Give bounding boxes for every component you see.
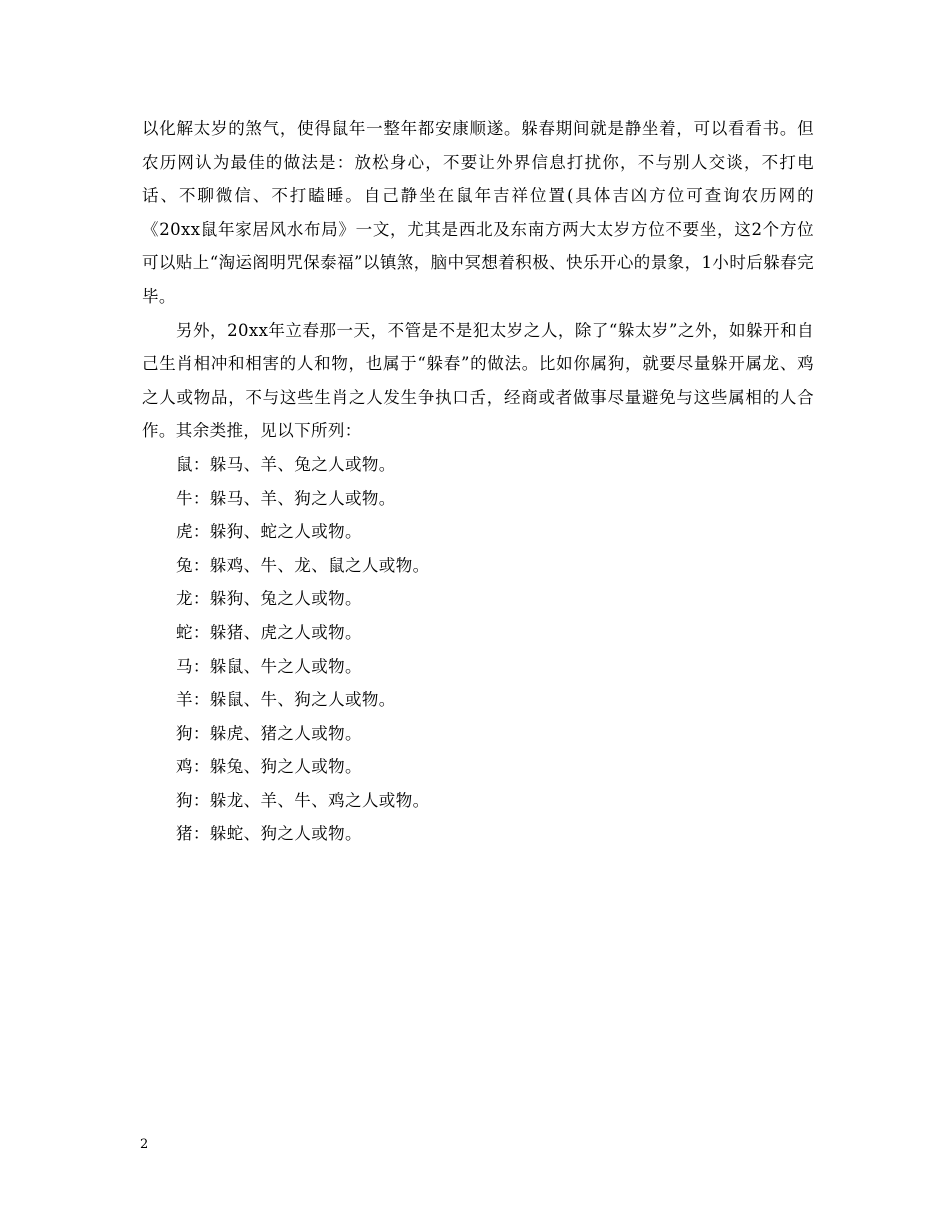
- zodiac-avoid-list: [142, 448, 814, 851]
- document-body: [142, 112, 814, 851]
- list-item: 鼠：躲马、羊、兔之人或物。: [176, 454, 396, 474]
- paragraph-continuation: 以化解太岁的煞气，使得鼠年一整年都安康顺遂。躲春期间就是静坐着，可以看看书。但农历网认为最佳的做法是：放松身心，不要让外界信息打扰你，不与别人交谈，不打电话、不聊微信、不打瞌睡。自己静坐在鼠年吉祥位置(具体吉凶方位可查询农历网的《20xx鼠年家居风水布局》一文，尤其是西北及东南方两大太岁方位不要坐，这2个方位可以贴上“淘运阁明咒保泰福”以镇煞，脑中冥想着积极、快乐开心的景象，1小时后躲春完毕。: [142, 119, 814, 306]
- list-item: 虎：躲狗、蛇之人或物。: [176, 522, 362, 542]
- list-item: 牛：躲马、羊、狗之人或物。: [176, 488, 396, 508]
- paragraph-avoid-conflict: 另外，20xx年立春那一天，不管是不是犯太岁之人，除了“躲太岁”之外，如躲开和自己生肖相冲和相害的人和物，也属于“躲春”的做法。比如你属狗，就要尽量躲开属龙、鸡之人或物品，不与这些生肖之人发生争执口舌，经商或者做事尽量避免与这些属相的人合作。其余类推，见以下所列：: [142, 320, 814, 441]
- list-item: 蛇：躲猪、虎之人或物。: [176, 622, 362, 642]
- list-item: 兔：躲鸡、牛、龙、鼠之人或物。: [176, 555, 430, 575]
- list-item: 鸡：躲兔、狗之人或物。: [176, 757, 362, 777]
- list-item: 狗：躲虎、猪之人或物。: [176, 723, 362, 743]
- list-item: 猪：躲蛇、狗之人或物。: [176, 824, 362, 844]
- list-item: 狗：躲龙、羊、牛、鸡之人或物。: [176, 790, 430, 810]
- page-number: 2: [140, 1137, 149, 1152]
- list-item: 龙：躲狗、兔之人或物。: [176, 589, 362, 609]
- list-item: 马：躲鼠、牛之人或物。: [176, 656, 362, 676]
- list-item: 羊：躲鼠、牛、狗之人或物。: [176, 690, 396, 710]
